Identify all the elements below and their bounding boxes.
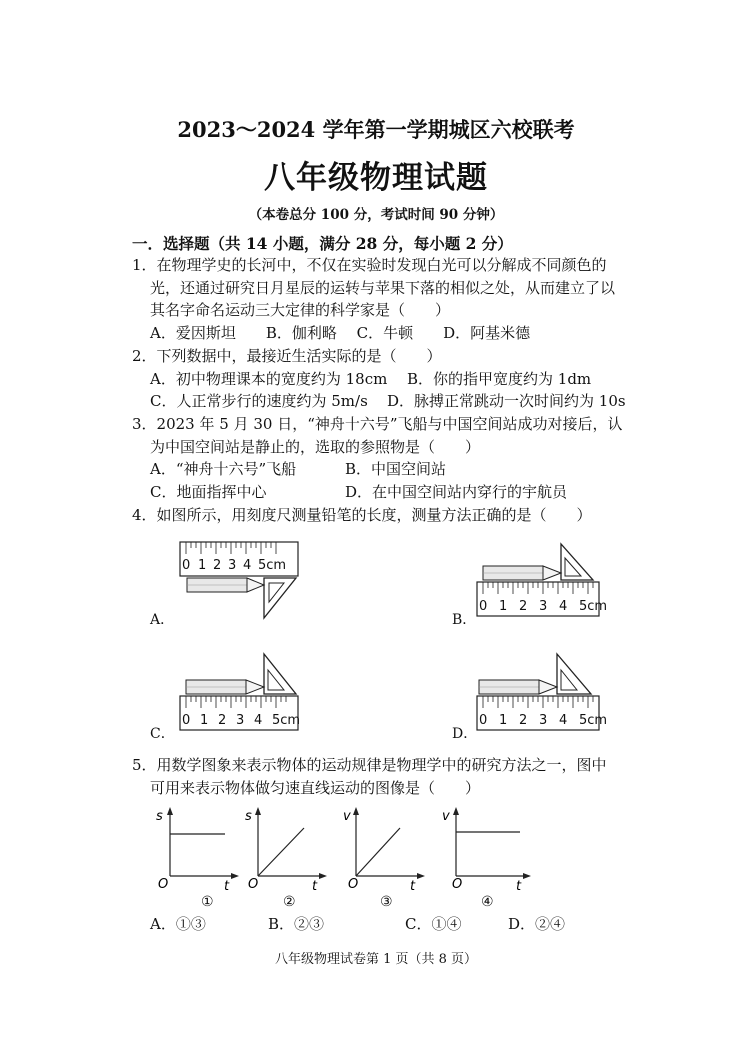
graph-2-st-oblique bbox=[246, 804, 336, 892]
page-footer: 八年级物理试卷第 1 页（共 8 页） bbox=[274, 952, 478, 967]
graph-3-xlabel: t bbox=[410, 879, 416, 894]
q4-label-c: C． bbox=[150, 726, 175, 742]
ruler-d-tick-3: 3 bbox=[539, 713, 548, 728]
q4-label-a: A． bbox=[150, 612, 175, 628]
exam-subtitle: （本卷总分 100 分，考试时间 90 分钟） bbox=[248, 207, 504, 223]
q2-option-c: C．人正常步行的速度约为 5m/s bbox=[150, 392, 368, 410]
ruler-d-tick-5: 5cm bbox=[579, 713, 608, 728]
ruler-d-tick-0: 0 bbox=[479, 713, 488, 728]
ruler-b-tick-2: 2 bbox=[519, 599, 528, 614]
graph-1-st-horizontal bbox=[150, 804, 240, 892]
page-title: 八年级物理试题 bbox=[264, 160, 488, 196]
ruler-d-tick-1: 1 bbox=[499, 713, 508, 728]
graph-3-vt-oblique bbox=[342, 804, 432, 892]
ruler-b-tick-5: 5cm bbox=[579, 599, 608, 614]
ruler-b-tick-3: 3 bbox=[539, 599, 548, 614]
q4-label-d: D． bbox=[452, 726, 478, 742]
graph-3-ylabel: v bbox=[343, 809, 351, 824]
ruler-c-tick-2: 2 bbox=[218, 713, 227, 728]
q3-option-d: D．在中国空间站内穿行的宇航员 bbox=[345, 483, 568, 501]
q5-line2: 可用来表示物体做匀速直线运动的图像是（ ） bbox=[150, 779, 481, 797]
section-heading: 一．选择题（共 14 小题，满分 28 分，每小题 2 分） bbox=[132, 234, 513, 253]
ruler-c-tick-0: 0 bbox=[182, 713, 191, 728]
q5-option-d: D．②④ bbox=[508, 915, 566, 933]
figure-d bbox=[475, 652, 625, 734]
ruler-a-tick-2: 2 bbox=[213, 558, 222, 573]
ruler-c-tick-1: 1 bbox=[200, 713, 209, 728]
q3-line2: 为中国空间站是静止的，选取的参照物是（ ） bbox=[150, 438, 481, 456]
graph-1-ylabel: s bbox=[156, 809, 163, 824]
q5-option-c: C．①④ bbox=[405, 915, 462, 933]
graph-3-origin: O bbox=[348, 877, 359, 892]
ruler-a-tick-1: 1 bbox=[198, 558, 207, 573]
q4-stem: 4．如图所示，用刻度尺测量铅笔的长度，测量方法正确的是（ ） bbox=[132, 506, 592, 524]
q5-option-a: A．①③ bbox=[150, 915, 206, 933]
graph-4-ylabel: v bbox=[442, 809, 450, 824]
q5-line1: 5．用数学图象来表示物体的运动规律是物理学中的研究方法之一，图中 bbox=[132, 756, 607, 774]
ruler-a-tick-5: 5cm bbox=[258, 558, 287, 573]
q4-label-b: B． bbox=[452, 612, 477, 628]
graph-4-number: ④ bbox=[481, 894, 494, 910]
graph-3-number: ③ bbox=[380, 894, 393, 910]
graph-4-vt-horizontal bbox=[438, 804, 534, 892]
q1-line3: 其名字命名运动三大定律的科学家是（ ） bbox=[150, 301, 451, 319]
figure-a bbox=[178, 538, 328, 620]
graph-4-origin: O bbox=[452, 877, 463, 892]
ruler-d-tick-2: 2 bbox=[519, 713, 528, 728]
q1-line2: 光，还通过研究日月星辰的运转与苹果下落的相似之处，从而建立了以 bbox=[150, 279, 616, 297]
ruler-b-tick-4: 4 bbox=[559, 599, 568, 614]
ruler-c-tick-4: 4 bbox=[254, 713, 263, 728]
figure-b bbox=[475, 538, 625, 620]
graph-1-origin: O bbox=[158, 877, 169, 892]
q2-option-a: A．初中物理课本的宽度约为 18cm bbox=[150, 370, 388, 388]
q2-option-b: B．你的指甲宽度约为 1dm bbox=[407, 370, 592, 388]
q2-option-d: D．脉搏正常跳动一次时间约为 10s bbox=[387, 392, 626, 410]
ruler-d-tick-4: 4 bbox=[559, 713, 568, 728]
q1-options: A．爱因斯坦 B．伽利略 C．牛顿 D．阿基米德 bbox=[150, 324, 531, 342]
figure-c bbox=[178, 652, 328, 734]
ruler-b-tick-0: 0 bbox=[479, 599, 488, 614]
graph-2-xlabel: t bbox=[312, 879, 318, 894]
graph-1-number: ① bbox=[201, 894, 214, 910]
q3-option-c: C．地面指挥中心 bbox=[150, 483, 267, 501]
ruler-c-tick-3: 3 bbox=[236, 713, 245, 728]
q3-option-a: A．“神舟十六号”飞船 bbox=[150, 460, 297, 478]
q3-line1: 3．2023 年 5 月 30 日，“神舟十六号”飞船与中国空间站成功对接后，认 bbox=[132, 415, 623, 433]
graph-2-ylabel: s bbox=[245, 809, 252, 824]
exam-header: 2023～2024 学年第一学期城区六校联考 bbox=[177, 117, 575, 142]
q2-stem: 2．下列数据中，最接近生活实际的是（ ） bbox=[132, 347, 442, 365]
ruler-c-tick-5: 5cm bbox=[272, 713, 301, 728]
ruler-a-tick-4: 4 bbox=[243, 558, 252, 573]
q5-option-b: B．②③ bbox=[268, 915, 325, 933]
graph-2-number: ② bbox=[283, 894, 296, 910]
q3-option-b: B．中国空间站 bbox=[345, 460, 447, 478]
ruler-a-tick-3: 3 bbox=[228, 558, 237, 573]
q1-line1: 1．在物理学史的长河中，不仅在实验时发现白光可以分解成不同颜色的 bbox=[132, 256, 607, 274]
ruler-b-tick-1: 1 bbox=[499, 599, 508, 614]
graph-4-xlabel: t bbox=[516, 879, 522, 894]
graph-1-xlabel: t bbox=[224, 879, 230, 894]
ruler-a-tick-0: 0 bbox=[182, 558, 191, 573]
graph-2-origin: O bbox=[248, 877, 259, 892]
